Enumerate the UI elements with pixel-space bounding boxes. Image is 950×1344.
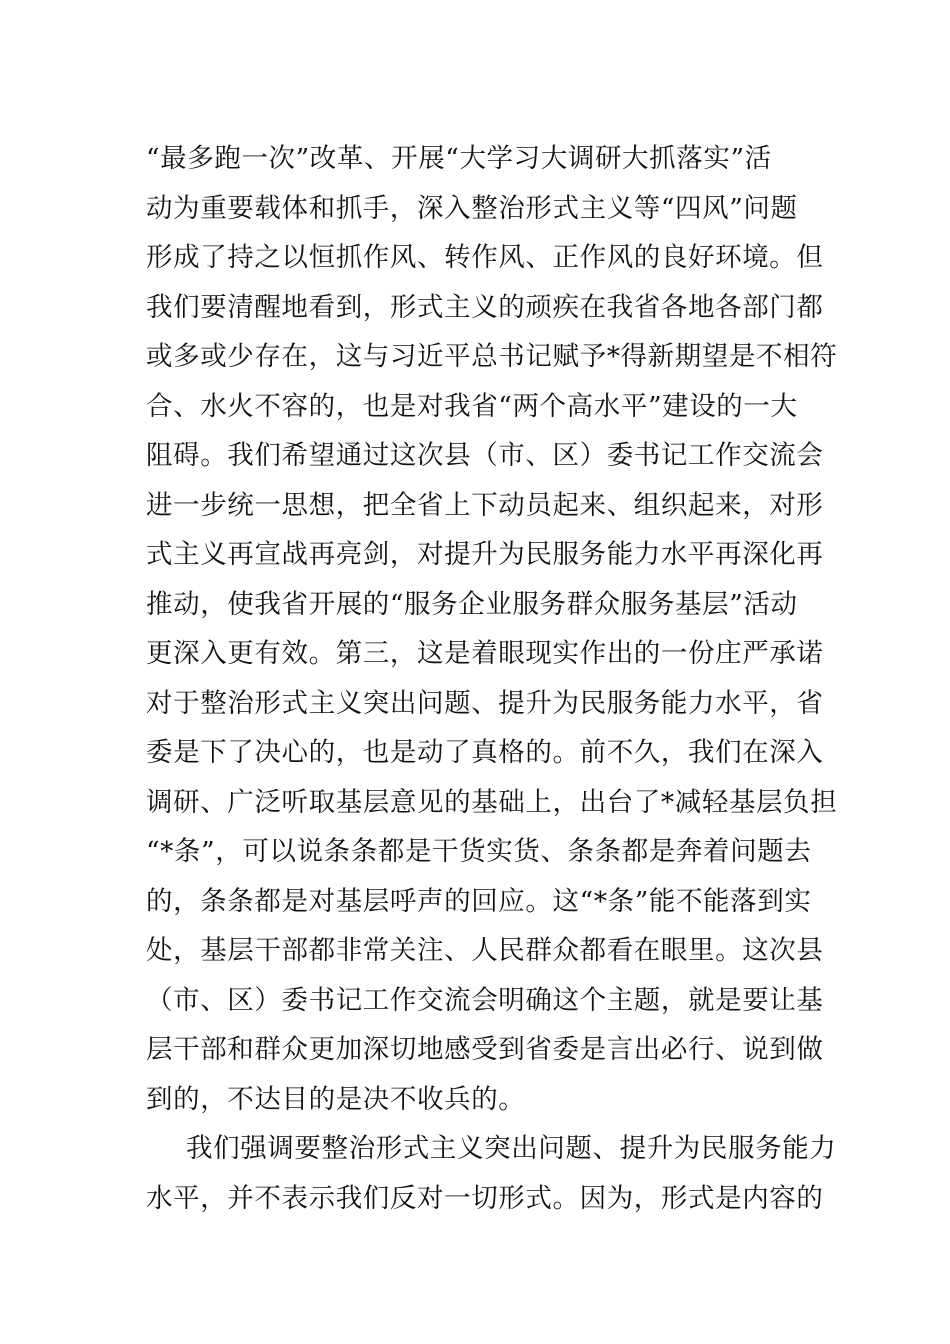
text-line: 委是下了决心的，也是动了真格的。前不久，我们在深入	[146, 737, 824, 768]
body-text	[146, 134, 838, 1223]
text-line: 水平，并不表示我们反对一切形式。因为，形式是内容的	[146, 1182, 824, 1214]
text-line: 推动，使我省开展的“服务企业服务群众服务基层”活动	[146, 588, 798, 620]
text-line: “最多跑一次”改革、开展“大学习大调研大抓落实”活	[146, 143, 772, 174]
text-line: 的，条条都是对基层呼声的回应。这“*条”能不能落到实	[146, 885, 812, 917]
text-line: 更深入更有效。第三，这是着眼现实作出的一份庄严承诺	[146, 638, 824, 669]
text-line: 我们要清醒地看到，形式主义的顽疾在我省各地各部门都	[146, 291, 824, 323]
text-line: 进一步统一思想，把全省上下动员起来、组织起来，对形	[146, 489, 824, 521]
text-line: 阻碍。我们希望通过这次县（市、区）委书记工作交流会	[146, 440, 824, 471]
text-line: 层干部和群众更加深切地感受到省委是言出必行、说到做	[146, 1034, 824, 1065]
text-line: 合、水火不容的，也是对我省“两个高水平”建设的一大	[146, 390, 798, 422]
text-line: 动为重要载体和抓手，深入整治形式主义等“四风”问题	[146, 192, 798, 224]
paragraph-start-line: 我们强调要整治形式主义突出问题、提升为民服务能力	[186, 1133, 837, 1164]
text-line: 调研、广泛听取基层意见的基础上，出台了*减轻基层负担	[146, 786, 838, 818]
text-line: 对于整治形式主义突出问题、提升为民服务能力水平，省	[146, 687, 824, 719]
text-line: 处，基层干部都非常关注、人民群众都看在眼里。这次县	[146, 935, 824, 966]
text-line: 式主义再宣战再亮剑，对提升为民服务能力水平再深化再	[146, 539, 824, 570]
text-line: （市、区）委书记工作交流会明确这个主题，就是要让基	[146, 984, 824, 1016]
text-line: “*条”，可以说条条都是干货实货、条条都是奔着问题去	[146, 836, 812, 867]
text-line: 到的，不达目的是决不收兵的。	[146, 1083, 526, 1115]
text-line: 形成了持之以恒抓作风、转作风、正作风的良好环境。但	[146, 242, 824, 273]
text-line: 或多或少存在，这与习近平总书记赋予*得新期望是不相符	[146, 341, 838, 372]
